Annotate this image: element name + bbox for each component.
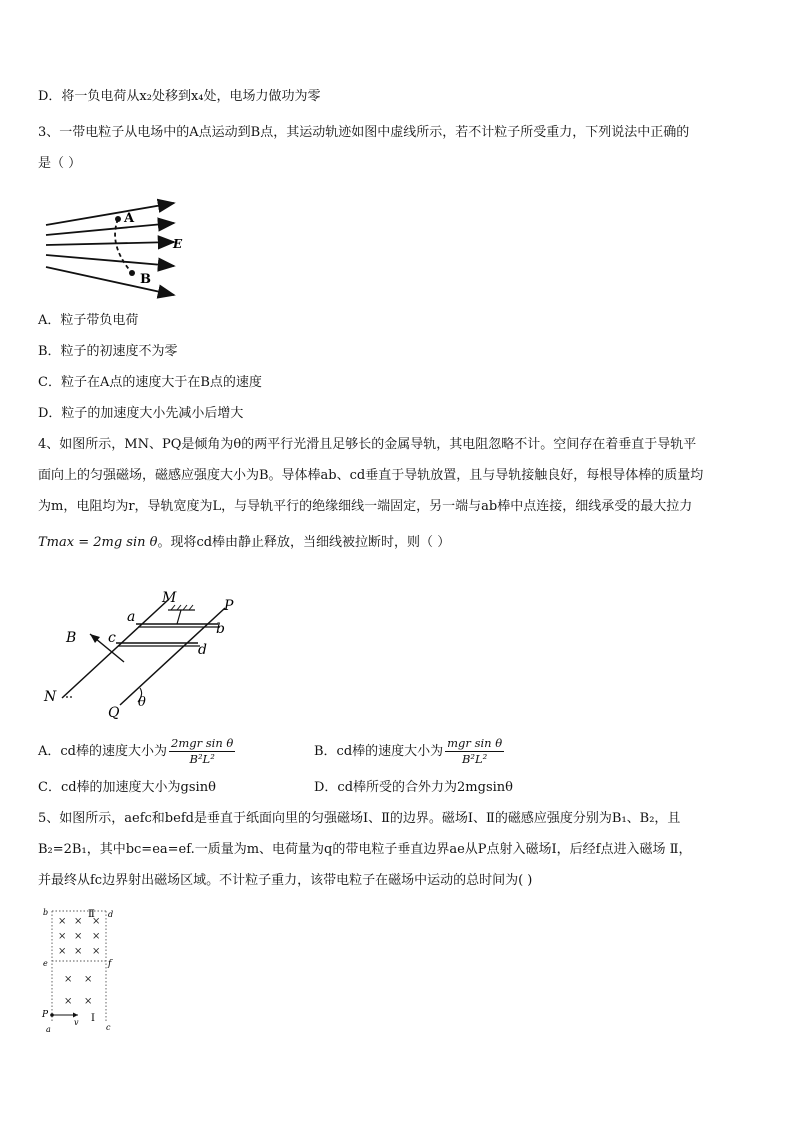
- q4-option-d: D．cd棒所受的合外力为2mgsinθ: [314, 780, 513, 795]
- q4-option-c: C．cd棒的加速度大小为gsinθ: [38, 780, 216, 795]
- point-b: [129, 270, 135, 276]
- label-zone-2: Ⅱ: [88, 909, 95, 920]
- label-q: Q: [108, 705, 120, 721]
- q4-stem-line4: [38, 533, 450, 553]
- q4-stem-line1: 4、如图所示，MN、PQ是倾角为θ的两平行光滑且足够长的金属导轨，其电阻忽略不计。空间存在着垂直于导轨平: [38, 437, 697, 452]
- q3-option-b: B．粒子的初速度不为零: [38, 344, 178, 359]
- q3-stem-line2: 是（ ）: [38, 156, 82, 171]
- label-e: e: [43, 959, 48, 968]
- tmax-formula: Tmax = 2mg sin θ: [38, 535, 158, 550]
- label-theta: θ: [138, 695, 146, 710]
- label-f: f: [108, 959, 112, 969]
- label-a: a: [127, 609, 136, 625]
- field-line: [46, 242, 174, 245]
- label-zone-1: Ⅰ: [91, 1013, 95, 1024]
- q4-option-b-text: B．cd棒的速度大小为: [314, 744, 444, 759]
- q5-stem-line1: 5、如图所示，aefc和befd是垂直于纸面向里的匀强磁场Ⅰ、Ⅱ的边界。磁场Ⅰ、Ⅱ的磁感应强度分别为B₁、B₂，且: [38, 811, 681, 826]
- label-p: P: [42, 1010, 49, 1020]
- svg-text:×: ×: [92, 931, 101, 942]
- svg-text:×: ×: [58, 916, 67, 927]
- q2-option-d: D．将一负电荷从x₂处移到x₄处，电场力做功为零: [38, 89, 321, 104]
- field-line: [46, 255, 174, 266]
- svg-text:×: ×: [64, 974, 73, 985]
- q4-option-b-numerator: mgr sin θ: [447, 736, 503, 750]
- q4-option-b-fraction: [445, 736, 504, 767]
- label-n: N: [44, 689, 57, 705]
- q5-stem-line2: B₂=2B₁，其中bc=ea=ef.一质量为m、电荷量为q的带电粒子垂直边界ae从P点射入磁场Ⅰ，后经f点进入磁场 Ⅱ，: [38, 842, 692, 857]
- q3-option-d: D．粒子的加速度大小先减小后增大: [38, 406, 244, 421]
- svg-text:×: ×: [74, 931, 83, 942]
- q4-option-a-denominator: B²L²: [189, 752, 215, 766]
- field-line: [46, 203, 174, 225]
- label-b: B: [140, 272, 151, 287]
- label-m: M: [162, 590, 177, 606]
- svg-text:×: ×: [58, 946, 67, 957]
- q4-option-b-denominator: B²L²: [461, 752, 488, 766]
- label-v: v: [74, 1018, 79, 1027]
- label-d: d: [198, 642, 207, 658]
- field-line: [46, 223, 174, 235]
- q4-stem-line3: 为m，电阻均为r，导轨宽度为L，与导轨平行的绝缘细线一端固定，另一端与ab棒中点连接，细线承受的最大拉力: [38, 499, 693, 514]
- svg-text:×: ×: [84, 996, 93, 1007]
- point-a: [115, 216, 121, 222]
- field-crosses-region-2: [58, 916, 100, 957]
- q4-option-a-fraction: [169, 736, 235, 767]
- q4-option-a-numerator: 2mgr sin θ: [171, 736, 234, 750]
- svg-text:×: ×: [84, 974, 93, 985]
- svg-text:×: ×: [74, 916, 83, 927]
- q3-option-a: A．粒子带负电荷: [38, 313, 139, 328]
- rail-pq: [120, 608, 225, 705]
- q5-magnetic-field-figure: [40, 905, 130, 1035]
- label-a: A: [124, 211, 135, 226]
- thread: [177, 610, 181, 624]
- svg-text:×: ×: [58, 931, 67, 942]
- q3-option-c: C．粒子在A点的速度大于在B点的速度: [38, 375, 262, 390]
- svg-text:×: ×: [64, 996, 73, 1007]
- q4-rail-figure: [40, 590, 260, 725]
- q4-option-a: [38, 735, 237, 769]
- q4-stem-line4-text: 。现将cd棒由静止释放，当细线被拉断时，则（ ）: [157, 535, 451, 550]
- rail-mn: [62, 600, 168, 698]
- svg-text:×: ×: [92, 916, 101, 927]
- field-line: [46, 267, 174, 295]
- label-e: E: [173, 237, 183, 251]
- q3-electric-field-figure: [40, 195, 190, 305]
- label-b-field: B: [66, 630, 77, 646]
- label-p: P: [224, 598, 234, 614]
- q5-stem-line3: 并最终从fc边界射出磁场区域。不计粒子重力，该带电粒子在磁场中运动的总时间为( ): [38, 873, 533, 888]
- label-b: b: [43, 908, 49, 917]
- label-a: a: [46, 1025, 51, 1034]
- q3-stem-line1: 3、一带电粒子从电场中的A点运动到B点，其运动轨迹如图中虚线所示，若不计粒子所受重力，下列说法中正确的: [38, 125, 690, 140]
- q4-stem-line2: 面向上的匀强磁场，磁感应强度大小为B。导体棒ab、cd垂直于导轨放置，且与导轨接触良好，每根导体棒的质量均: [38, 468, 704, 483]
- field-crosses-region-1: [64, 974, 92, 1007]
- label-d: d: [108, 910, 114, 919]
- svg-text:×: ×: [74, 946, 83, 957]
- q4-option-a-text: A．cd棒的速度大小为: [38, 744, 167, 759]
- label-c: c: [106, 1023, 111, 1032]
- q4-option-b: [314, 735, 506, 769]
- label-c: c: [108, 630, 116, 646]
- label-b: b: [216, 621, 225, 637]
- svg-text:×: ×: [92, 946, 101, 957]
